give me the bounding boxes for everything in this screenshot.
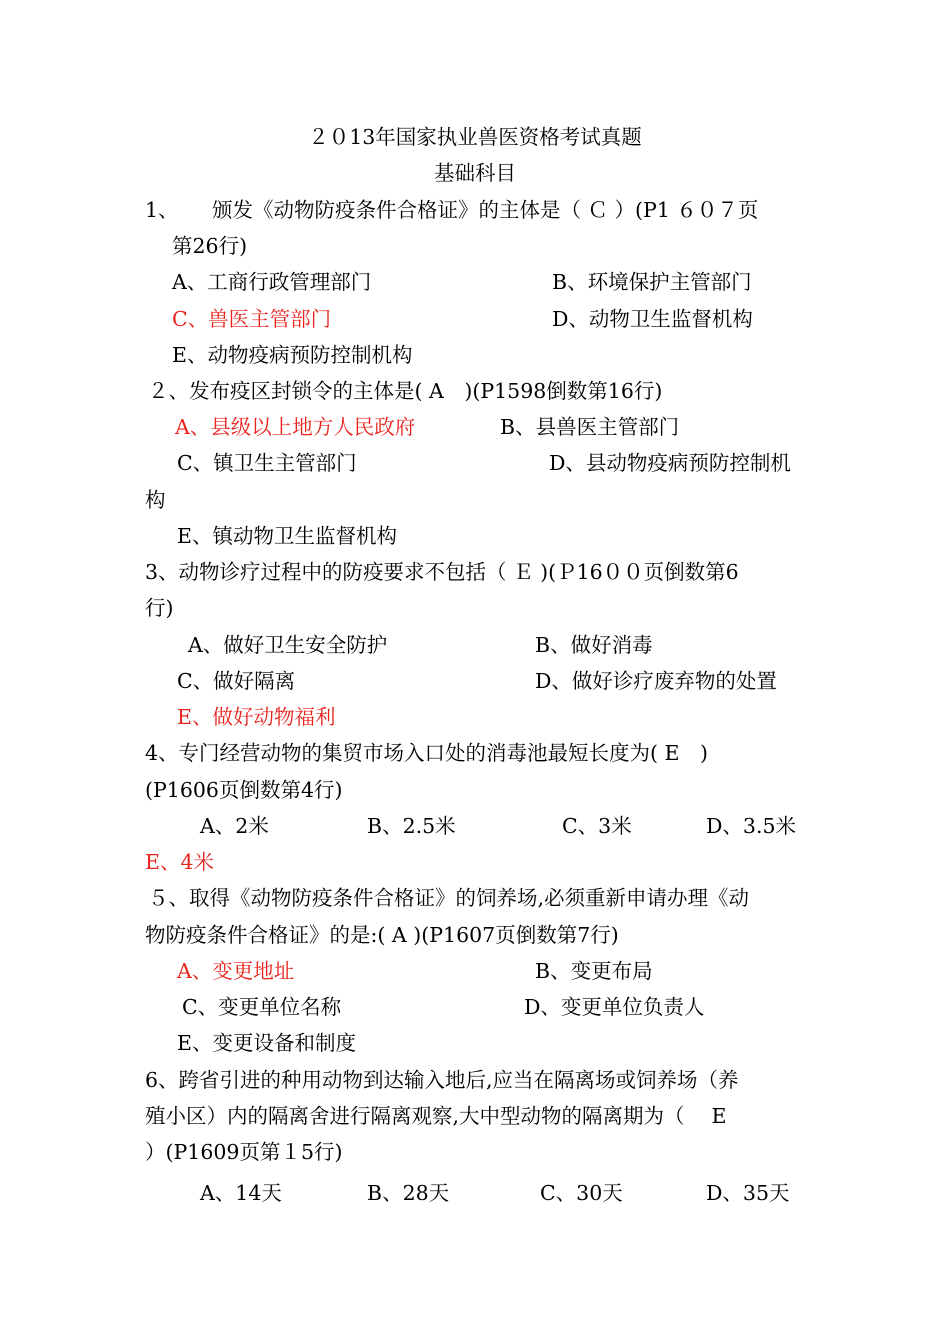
question-1-option-d: D、动物卫生监督机构 [552,307,753,331]
question-6-option-a: A、14天 [200,1181,282,1205]
question-3-stem: 3、动物诊疗过程中的防疫要求不包括（ Ｅ )(Ｐ16００页倒数第6 [145,560,739,584]
question-6-stem: 6、跨省引进的种用动物到达输入地后,应当在隔离场或饲养场（养 [145,1068,739,1092]
question-3-stem-continued: 行) [145,596,174,620]
question-5-option-e: E、变更设备和制度 [177,1031,356,1055]
question-6-stem-continued: 殖小区）内的隔离舍进行隔离观察,大中型动物的隔离期为（ E [145,1104,727,1128]
question-5-option-b: B、变更布局 [535,959,653,983]
question-4-stem: 4、专门经营动物的集贸市场入口处的消毒池最短长度为( E ) [145,741,709,765]
question-3-option-a: A、做好卫生安全防护 [188,633,388,657]
exam-subtitle: 基础科目 [434,161,516,185]
question-2-option-c: C、镇卫生主管部门 [177,451,357,475]
question-1-number: 1、 [145,198,179,222]
question-4-option-d: D、3.5米 [706,814,797,838]
question-3-option-e: E、做好动物福利 [177,705,336,729]
question-1-option-b: B、环境保护主管部门 [552,270,752,294]
question-6-option-d: D、35天 [706,1181,790,1205]
question-2-option-d-wrap: 构 [145,488,166,512]
question-2-option-b: B、县兽医主管部门 [500,415,680,439]
question-4-option-a: A、2米 [200,814,269,838]
question-4-stem-continued: (P1606页倒数第4行) [145,778,343,802]
question-4-option-e: E、4米 [145,850,215,874]
question-1-option-a: A、工商行政管理部门 [172,270,372,294]
question-2-option-d: D、县动物疫病预防控制机 [549,451,791,475]
question-5-stem: ５、取得《动物防疫条件合格证》的饲养场,必须重新申请办理《动 [148,886,750,910]
question-5-option-d: D、变更单位负责人 [524,995,705,1019]
question-2-option-e: E、镇动物卫生监督机构 [177,524,397,548]
question-1-option-c: C、兽医主管部门 [172,307,332,331]
question-1-option-e: E、动物疫病预防控制机构 [172,343,413,367]
question-3-option-c: C、做好隔离 [177,669,296,693]
question-6-option-b: B、28天 [367,1181,450,1205]
question-5-stem-continued: 物防疫条件合格证》的是:( A )(P1607页倒数第7行) [145,923,619,947]
question-5-option-a: A、变更地址 [177,959,295,983]
question-2-stem: ２、发布疫区封锁令的主体是( A )(P1598倒数第16行) [148,379,663,403]
question-3-option-b: B、做好消毒 [535,633,653,657]
question-6-option-c: C、30天 [540,1181,623,1205]
question-1-stem-continued: 第26行) [172,234,248,258]
question-1-stem: 颁发《动物防疫条件合格证》的主体是（ Ｃ ）(P1 ６０７页 [212,198,759,222]
question-5-option-c: C、变更单位名称 [182,995,342,1019]
question-4-option-b: B、2.5米 [367,814,456,838]
question-2-option-a: A、县级以上地方人民政府 [175,415,416,439]
question-3-option-d: D、做好诊疗废弃物的处置 [535,669,777,693]
question-4-option-c: C、3米 [562,814,632,838]
exam-title: ２０13年国家执业兽医资格考试真题 [308,125,642,149]
question-6-stem-continued-2: ）(P1609页第１5行) [145,1140,343,1164]
